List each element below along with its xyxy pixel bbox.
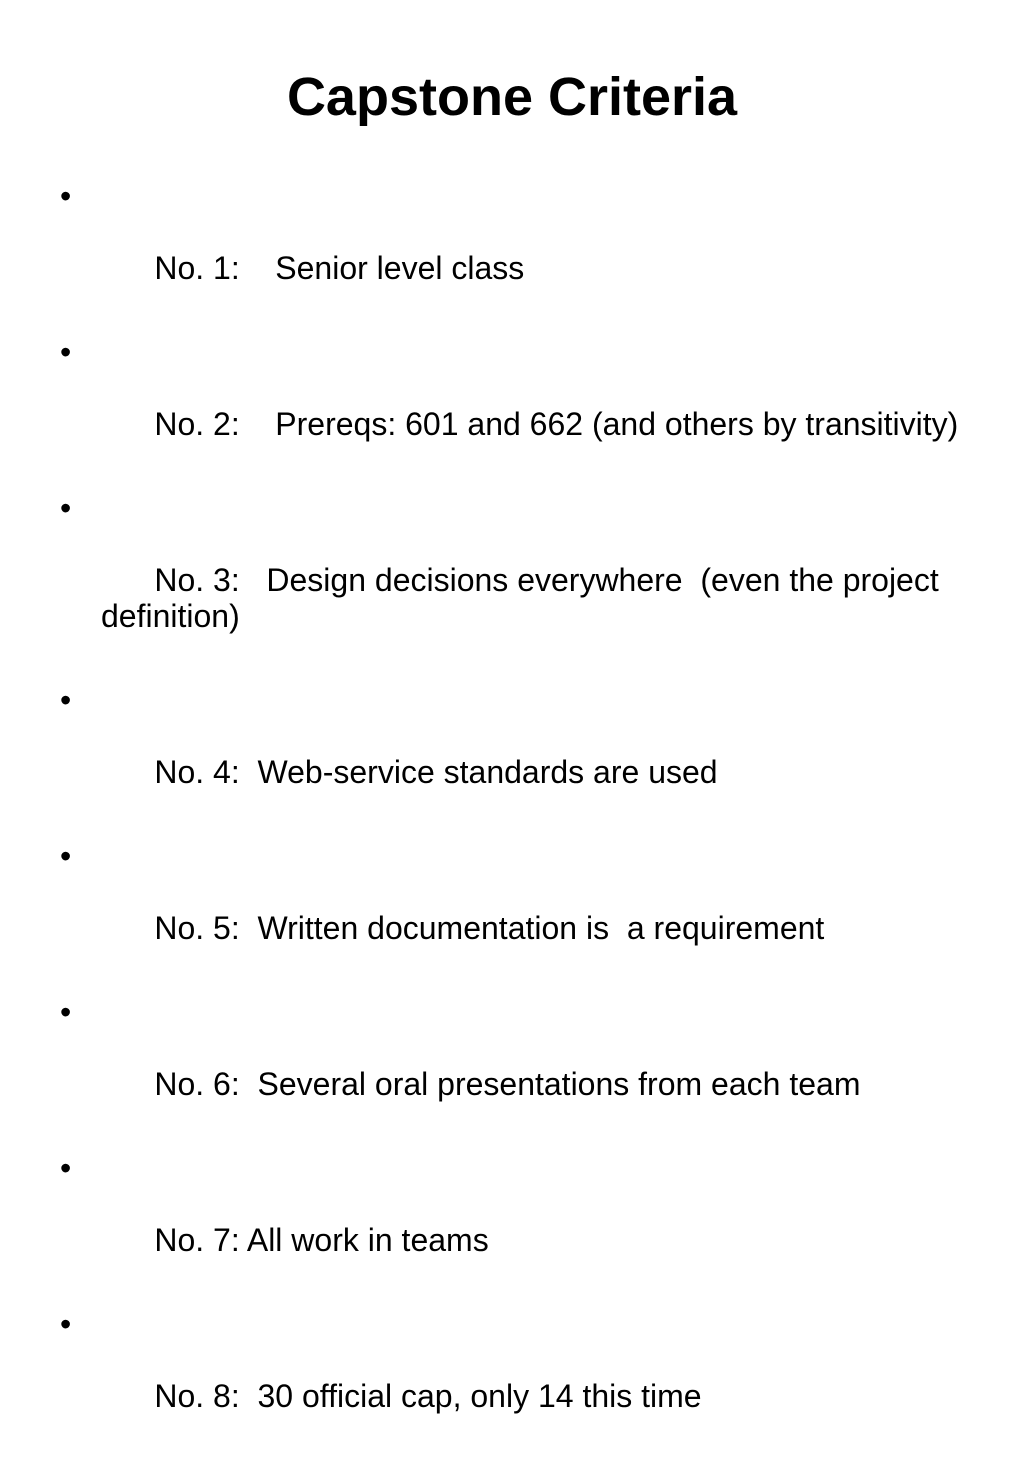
bullet-text: No. 8: 30 official cap, only 14 this time [154,1378,702,1414]
bullet-icon: • [60,490,72,526]
bullet-item-6 [60,994,960,1138]
bullet-text: No. 6: Several oral presentations from each team [154,1066,861,1102]
bullet-icon: • [60,1306,72,1342]
bullet-item-5 [60,838,960,982]
bullet-text: No. 2: Prereqs: 601 and 662 (and others by transitivity) [154,406,959,442]
bullet-text: No. 1: Senior level class [154,250,525,286]
bullet-text: No. 3: Design decisions everywhere (even the project definition) [101,562,948,634]
bullet-item-2 [60,334,960,478]
bullet-text: No. 5: Written documentation is a requirement [154,910,825,946]
bullet-icon: • [60,178,72,214]
bullet-icon: • [60,838,72,874]
bullet-icon: • [60,334,72,370]
bullet-item-8 [60,1306,960,1450]
bullet-item-7 [60,1150,960,1294]
bullet-item-1 [60,178,960,322]
bullet-item-4 [60,682,960,826]
bullet-text: No. 4: Web-service standards are used [154,754,718,790]
bullet-icon: • [60,682,72,718]
slide-title: Capstone Criteria [286,67,738,127]
bullet-icon: • [60,1150,72,1186]
bullet-text: No. 7: All work in teams [154,1222,489,1258]
bullet-item-3 [60,490,960,670]
bullet-list [60,178,960,1462]
bullet-icon: • [60,994,72,1030]
